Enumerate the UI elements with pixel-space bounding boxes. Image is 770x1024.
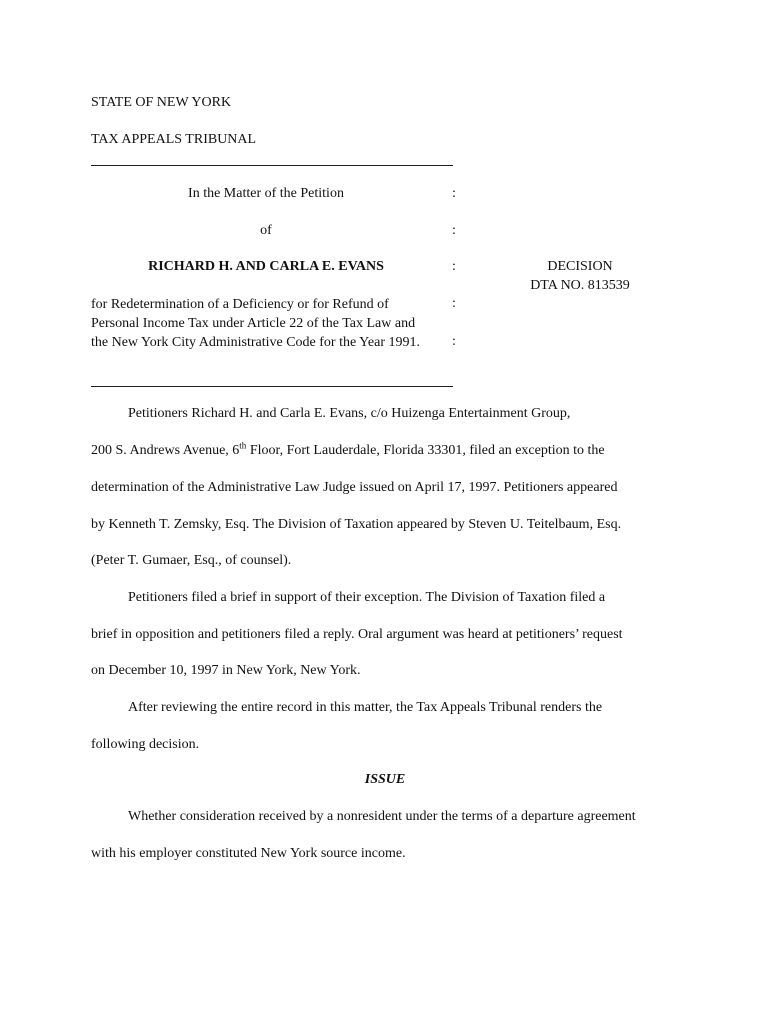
paragraph-line: brief in opposition and petitioners filed a reply. Oral argument was heard at petitioners’ request — [91, 627, 623, 642]
address-text: 200 S. Andrews Avenue, 6 — [91, 443, 240, 458]
paragraph-line: determination of the Administrative Law Judge issued on April 17, 1997. Petitioners appeared — [91, 480, 618, 495]
address-text-continued: Floor, Fort Lauderdale, Florida 33301, filed an exception to the — [246, 443, 605, 458]
paragraph-line: on December 10, 1997 in New York, New York. — [91, 663, 361, 678]
redetermination-text: for Redetermination of a Deficiency or for Refund of Personal Income Tax under Article 22 of the Tax Law and the New York City Administrative Code for the Year 1991. — [91, 297, 420, 350]
tribunal-heading: TAX APPEALS TRIBUNAL — [91, 132, 257, 147]
paragraph-line: following decision. — [91, 737, 200, 752]
paragraph-line: by Kenneth T. Zemsky, Esq. The Division of Taxation appeared by Steven U. Teitelbaum, Esq. — [91, 517, 622, 532]
caption-colon: : — [452, 186, 456, 201]
caption-colon: : — [452, 259, 456, 274]
paragraph-line: Petitioners Richard H. and Carla E. Evans, c/o Huizenga Entertainment Group, — [128, 406, 571, 421]
caption-of: of — [260, 223, 272, 238]
paragraph-line: Whether consideration received by a nonresident under the terms of a departure agreement — [128, 809, 636, 824]
decision-label: DECISION — [547, 259, 613, 274]
dta-number: DTA NO. 813539 — [530, 278, 630, 293]
ordinal-suffix: th — [239, 440, 247, 451]
paragraph-line: After reviewing the entire record in this matter, the Tax Appeals Tribunal renders the — [128, 700, 603, 715]
caption-bottom-rule — [91, 386, 453, 387]
paragraph-line: (Peter T. Gumaer, Esq., of counsel). — [91, 553, 292, 568]
paragraph-line: with his employer constituted New York source income. — [91, 846, 406, 861]
state-heading: STATE OF NEW YORK — [91, 95, 232, 110]
petitioner-names: RICHARD H. AND CARLA E. EVANS — [148, 259, 384, 274]
paragraph-line — [91, 442, 605, 460]
matter-of-petition: In the Matter of the Petition — [188, 186, 344, 201]
caption-colon: : — [452, 334, 456, 349]
paragraph-line: Petitioners filed a brief in support of their exception. The Division of Taxation filed a — [128, 590, 606, 605]
caption-top-rule — [91, 165, 453, 166]
caption-colon: : — [452, 223, 456, 238]
issue-heading: ISSUE — [364, 772, 406, 787]
caption-colon: : — [452, 296, 456, 311]
